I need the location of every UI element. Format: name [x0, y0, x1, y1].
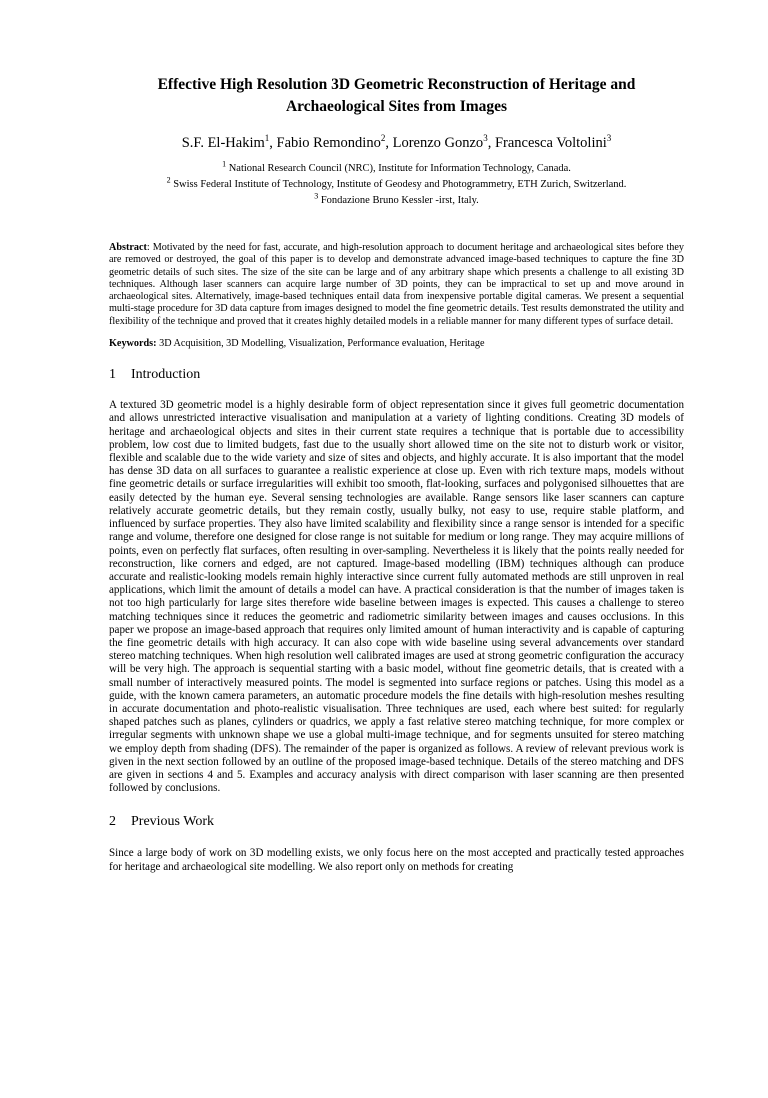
- keywords: [109, 338, 684, 349]
- affiliation-text: National Research Council (NRC), Institute for Information Technology, Canada.: [228, 163, 571, 174]
- affiliation-text: Swiss Federal Institute of Technology, Institute of Geodesy and Photogrammetry, ETH Zurich, Switzerland.: [173, 179, 627, 190]
- author-affiliation-mark: 3: [483, 133, 488, 144]
- affiliation-item: [109, 177, 684, 193]
- author-affiliation-mark: 2: [380, 133, 386, 144]
- affiliation-item: [109, 161, 684, 177]
- author-list: [109, 134, 684, 152]
- author-separator: ,: [385, 135, 393, 151]
- introduction-paragraph: A textured 3D geometric model is a highly desirable form of object representation since it gives full geometric documentation and allows unrestricted interactive visualisation and manipulation at a variety of lighting conditions. Creating 3D models of heritage and archaeological objects and sites in their current state requires a technique that is portable due to accessibility problem, low cost due to limited budgets, fast due to the usually short allowed time on the site not to disturb work or visitor, flexible and scalable due to the wide variety and size of sites and objects, and highly accurate. It is also important that the model has dense 3D data on all surfaces to guarantee a realistic experience at close up. Even with rich texture maps, models without fine geometric details or surface irregularities will exhibit too smooth, flat-looking, surfaces and polygonised silhouettes that are easily detected by the human eye. Several sensing technologies are available. Range sensors like laser scanners can capture relatively accurate geometric details, but they remain costly, usually bulky, not easy to use, require stable platform, and influenced by surface properties. They also have limited scalability and flexibility since a range sensor is intended for a specific range and volume, therefore one designed for close range is not suitable for medium or long range. They may acquire millions of points, even on perfectly flat surfaces, often resulting in over-sampling. Nevertheless it is likely that the points really needed for reconstruction, like corners and edged, are not captured. Image-based modelling (IBM) techniques although can produce accurate and realistic-looking models remain highly interactive since current fully automated methods are still unproven in real applications, which limit the amount of details a model can have. A practical consideration is that the number of images taken is not too high particularly for large sites therefore wide baseline between images is expected. This causes a challenge to stereo matching techniques since it reduces the geometric and radiometric similarity between images and causes occlusions. In this paper we propose an image-based approach that requires only limited amount of human interactivity and is capable of capturing the fine geometric details with high accuracy. It can also cope with wide baseline using several advancements over standard stereo matching techniques. When high resolution well calibrated images are used at strong geometric configuration the accuracy will be very high. The approach is sequential starting with a basic model, without fine geometric details, that is created with a small number of interactively measured points. The model is segmented into surface regions or patches. Using this model as a guide, with the known camera parameters, an automatic procedure models the fine details with high-resolution meshes resulting in accurate documentation and photo-realistic visualisation. Three techniques are used, each where best suited: for regularly shaped patches such as planes, cylinders or quadrics, we apply a fast relative stereo matching technique, for more complex or irregular segments with unknown shape we use a global multi-image technique, and for segments unsuited for stereo matching we employ depth from shading (DFS). The remainder of the paper is organized as follows. A review of relevant previous work is given in the next section followed by an outline of the proposed image-based technique. Details of the stereo matching and DFS are given in sections 4 and 5. Examples and accuracy analysis with direct comparison with laser scanning are then presented followed by conclusions.: [109, 399, 684, 795]
- author-name: Fabio Remondino: [276, 135, 381, 151]
- paper-page: [0, 74, 768, 1098]
- section-heading-introduction: [109, 366, 684, 384]
- keywords-label: Keywords:: [109, 338, 157, 350]
- section-number: 2: [109, 814, 116, 830]
- author-separator: ,: [269, 135, 277, 151]
- author-name: S.F. El-Hakim: [181, 135, 265, 151]
- section-heading-previous-work: [109, 813, 684, 831]
- author-affiliation-mark: 3: [606, 133, 612, 144]
- abstract-text: : Motivated by the need for fast, accurate, and high-resolution approach to document heritage and archaeological sites before they are removed or destroyed, the goal of this paper is to develop and demonstrate advanced image-based techniques to capture the fine 3D geometric details of such sites. The size of the site can be large and of any arbitrary shape which presents a challenge to all existing 3D techniques. Although laser scanners can acquire large number of 3D points, they can be impractical to set up and move around in archaeological sites. Alternatively, image-based techniques entail data from inexpensive portable digital cameras. We present a sequential multi-stage procedure for 3D data capture from images designed to model the fine geometric details. Test results demonstrated the utility and flexibility of the technique and proved that it creates highly detailed models in a reliable manner for many different types of surface detail.: [109, 242, 684, 327]
- section-title: Introduction: [131, 367, 201, 383]
- affiliation-list: [109, 161, 684, 209]
- author-separator: ,: [487, 135, 495, 151]
- affiliation-mark: 3: [314, 191, 319, 201]
- paper-title-line-1: Effective High Resolution 3D Geometric Reconstruction of Heritage and: [157, 76, 636, 93]
- author-name: Francesca Voltolini: [494, 135, 607, 151]
- keywords-text: 3D Acquisition, 3D Modelling, Visualization, Performance evaluation, Heritage: [156, 338, 485, 350]
- paper-title: [109, 74, 684, 118]
- affiliation-mark: 1: [222, 159, 227, 169]
- affiliation-mark: 2: [166, 175, 171, 185]
- previous-work-paragraph: Since a large body of work on 3D modelling exists, we only focus here on the most accepted and practically tested approaches for heritage and archaeological site modelling. We also report only on methods for creating: [109, 847, 684, 873]
- author-name: Lorenzo Gonzo: [392, 135, 484, 151]
- abstract: [109, 242, 684, 328]
- section-number: 1: [109, 367, 116, 383]
- author-affiliation-mark: 1: [264, 133, 270, 144]
- affiliation-item: [109, 193, 684, 209]
- paper-title-line-2: Archaeological Sites from Images: [285, 98, 508, 115]
- affiliation-text: Fondazione Bruno Kessler -irst, Italy.: [320, 195, 479, 206]
- abstract-label: Abstract: [109, 242, 147, 253]
- section-title: Previous Work: [131, 814, 215, 830]
